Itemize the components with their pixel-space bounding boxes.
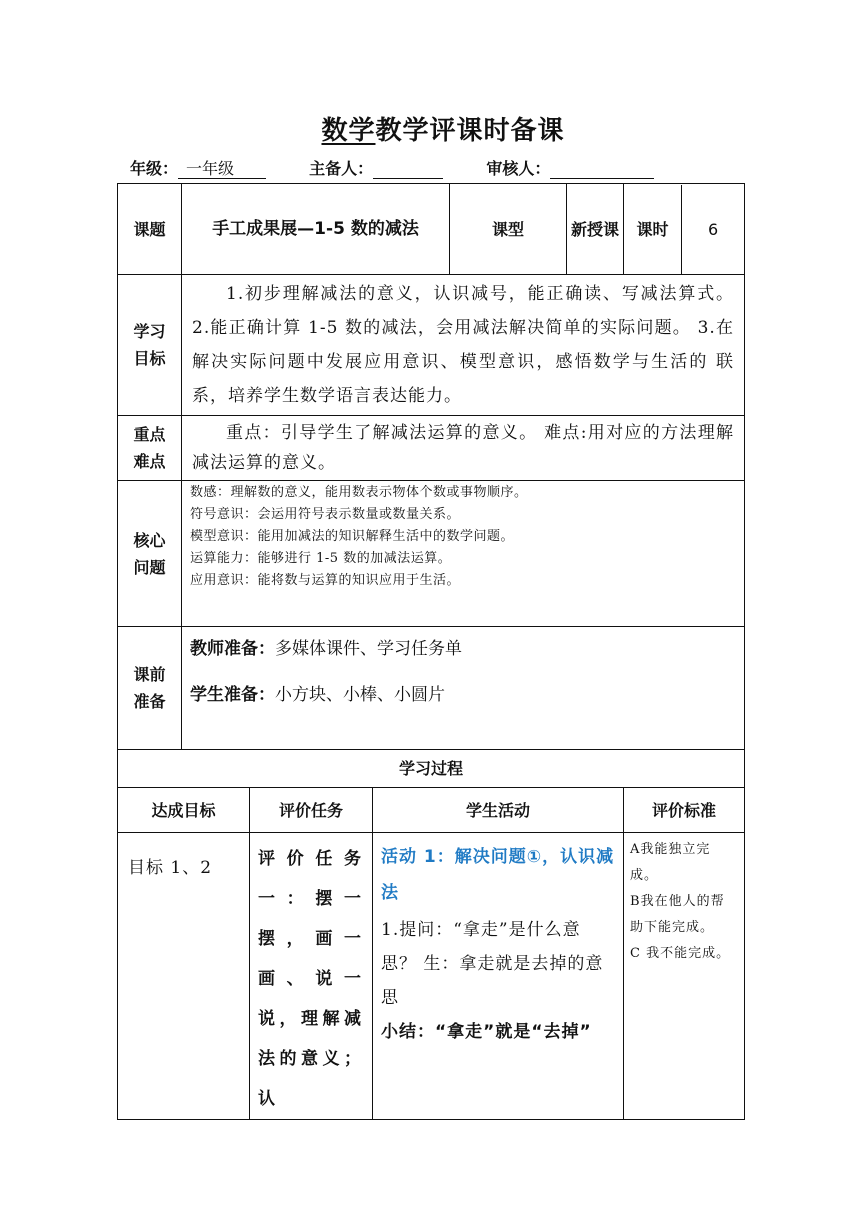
subject-name: 数学: [321, 116, 376, 146]
row-task-cell: [250, 833, 373, 1120]
row-task: 评价任务一：摆一摆，画一画、说一说，理解减法的意义；认: [258, 849, 364, 1109]
student-prep-label: 学生准备：: [190, 685, 275, 705]
col-task-header: 评价任务: [250, 788, 373, 833]
grade-value: 一年级: [178, 160, 266, 179]
col-goal-header: 达成目标: [118, 788, 250, 833]
type-value: 新授课: [567, 184, 624, 275]
lesson-plan-table: [117, 183, 745, 1120]
col-standard-header: 评价标准: [624, 788, 745, 833]
prep-label: 课前准备: [118, 627, 182, 750]
activity-cell: [373, 833, 624, 1120]
row-goal: 目标 1、2: [118, 833, 250, 1120]
key-label: 重点难点: [118, 416, 182, 481]
type-label: 课型: [450, 184, 567, 275]
activity-summary: [381, 1015, 615, 1049]
activity-summary-label: 小结：: [381, 1022, 435, 1042]
process-header: 学习过程: [118, 750, 745, 788]
standard-a: A我能独立完成。: [630, 842, 711, 883]
teacher-prep: [182, 637, 744, 661]
title-rest: 教学评课时备课: [375, 116, 565, 146]
lead-label: 主备人：: [309, 159, 374, 178]
topic-label: 课题: [118, 184, 182, 275]
core-content: [182, 481, 745, 627]
teacher-prep-value: 多媒体课件、学习任务单: [275, 639, 462, 659]
goals-label: 学习目标: [118, 275, 182, 416]
col-activity-header: 学生活动: [373, 788, 624, 833]
standard-cell: [624, 833, 745, 1120]
activity-question: 1.提问：“拿走”是什么意思？ 生：拿走就是去掉的意思: [381, 920, 604, 1008]
core-line-5: 应用意识：能将数与运算的知识应用于生活。: [190, 573, 461, 588]
core-line-4: 运算能力：能够进行 1-5 数的加减法运算。: [190, 551, 452, 566]
core-line-1: 数感：理解数的意义，能用数表示物体个数或事物顺序。: [190, 485, 528, 500]
period-value: 6: [707, 219, 719, 239]
reviewer-label: 审核人：: [486, 159, 551, 178]
topic-value: 手工成果展—1-5 数的减法: [182, 184, 450, 275]
core-line-2: 符号意识：会运用符号表示数量或数量关系。: [190, 507, 461, 522]
reviewer-value: [550, 160, 654, 179]
period-cell: [624, 184, 745, 275]
goals-text: 1.初步理解减法的意义，认识减号，能正确读、写减法算式。 2.能正确计算 1-5 数的减法，会用减法解决简单的实际问题。 3.在解决实际问题中发展应用意识、模型意识，感悟数学与生活的 联系，培养学生数学语言表达能力。: [182, 275, 745, 416]
activity-title: 活动 1：解决问题①，认识减法: [381, 847, 615, 903]
lead-value: [373, 160, 443, 179]
document-title: [0, 110, 860, 147]
standard-b: B我在他人的帮助下能完成。: [630, 894, 725, 935]
teacher-prep-label: 教师准备：: [190, 639, 275, 659]
student-prep: [182, 683, 744, 707]
standard-c: C 我不能完成。: [630, 946, 731, 961]
meta-row: [130, 156, 654, 179]
prep-content: [182, 627, 745, 750]
key-text: 重点：引导学生了解减法运算的意义。 难点:用对应的方法理解减法运算的意义。: [182, 416, 745, 481]
grade-label: 年级：: [130, 159, 179, 178]
period-label: 课时: [624, 185, 682, 274]
student-prep-value: 小方块、小棒、小圆片: [275, 685, 445, 705]
core-line-3: 模型意识：能用加减法的知识解释生活中的数学问题。: [190, 529, 515, 544]
activity-summary-text: “拿走”就是“去掉”: [435, 1022, 592, 1042]
core-label: 核心问题: [118, 481, 182, 627]
